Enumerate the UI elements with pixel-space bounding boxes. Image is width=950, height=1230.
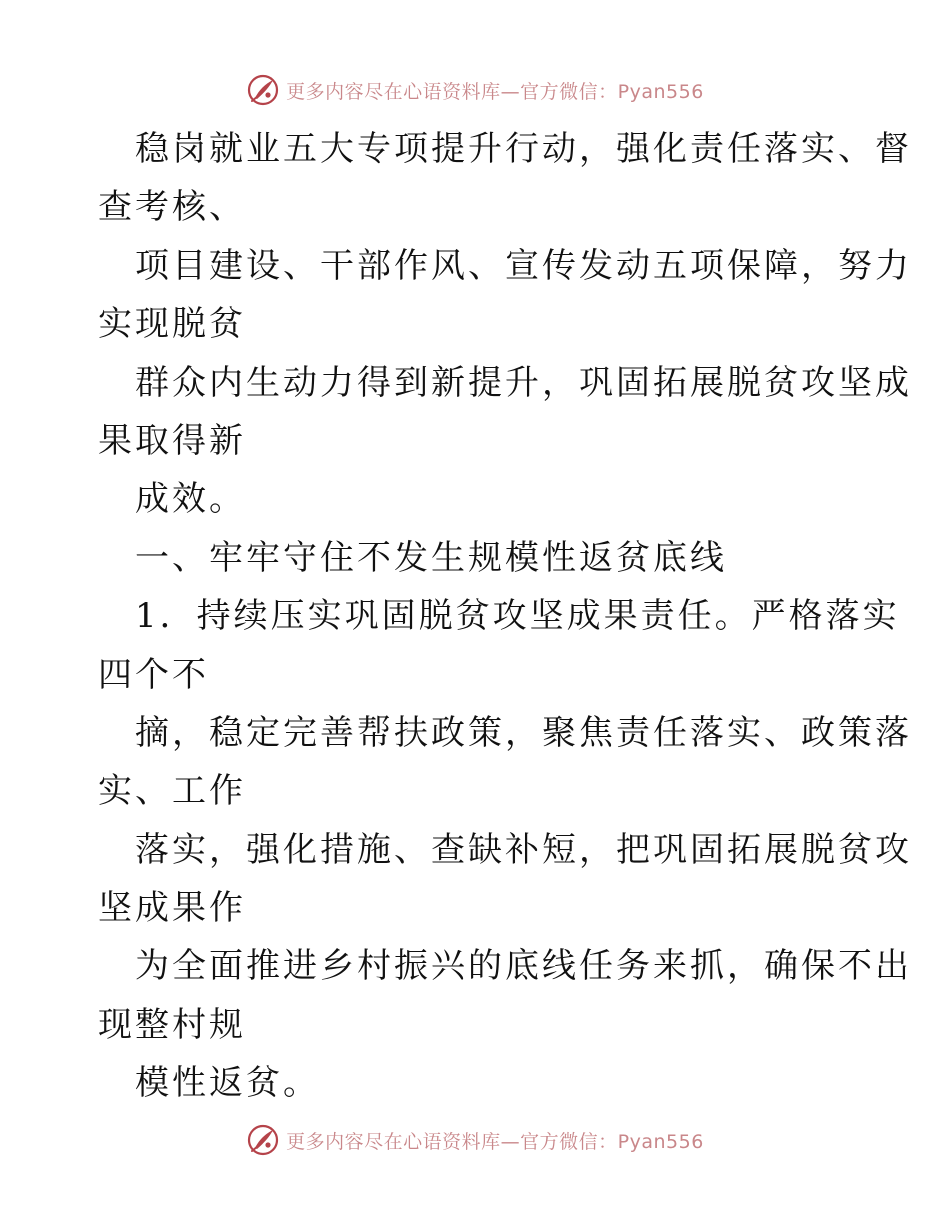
- body-line: 模性返贫。: [135, 1063, 320, 1104]
- body-line: 四个不: [98, 654, 209, 695]
- body-line: 实现脱贫: [98, 304, 246, 345]
- header-banner: [0, 70, 950, 110]
- body-line: 为全面推进乡村振兴的底线任务来抓，确保不出: [135, 946, 912, 987]
- body-line: 果取得新: [98, 420, 246, 461]
- body-line: 群众内生动力得到新提升，巩固拓展脱贫攻坚成: [135, 362, 912, 403]
- body-line: 坚成果作: [98, 888, 246, 929]
- body-line: 摘，稳定完善帮扶政策，聚焦责任落实、政策落: [135, 712, 912, 753]
- body-line: 1．持续压实巩固脱贫攻坚成果责任。严格落实: [135, 596, 900, 637]
- body-line: 现整村规: [98, 1004, 246, 1045]
- section-heading: 一、牢牢守住不发生规模性返贫底线: [135, 537, 727, 578]
- footer-banner-text: 更多内容尽在心语资料库—官方微信：Pyan556: [286, 1130, 704, 1153]
- body-line: 成效。: [135, 479, 246, 520]
- header-banner-text: 更多内容尽在心语资料库—官方微信：Pyan556: [286, 80, 704, 103]
- document-body: [98, 120, 912, 1113]
- footer-banner: [0, 1120, 950, 1160]
- body-line: 查考核、: [98, 187, 246, 228]
- quill-logo-icon: [246, 73, 280, 107]
- body-line: 稳岗就业五大专项提升行动，强化责任落实、督: [135, 129, 912, 169]
- body-line: 落实，强化措施、查缺补短，把巩固拓展脱贫攻: [135, 829, 912, 870]
- body-line: 实、工作: [98, 771, 246, 812]
- body-line: 项目建设、干部作风、宣传发动五项保障，努力: [135, 245, 912, 286]
- quill-logo-icon: [246, 1123, 280, 1157]
